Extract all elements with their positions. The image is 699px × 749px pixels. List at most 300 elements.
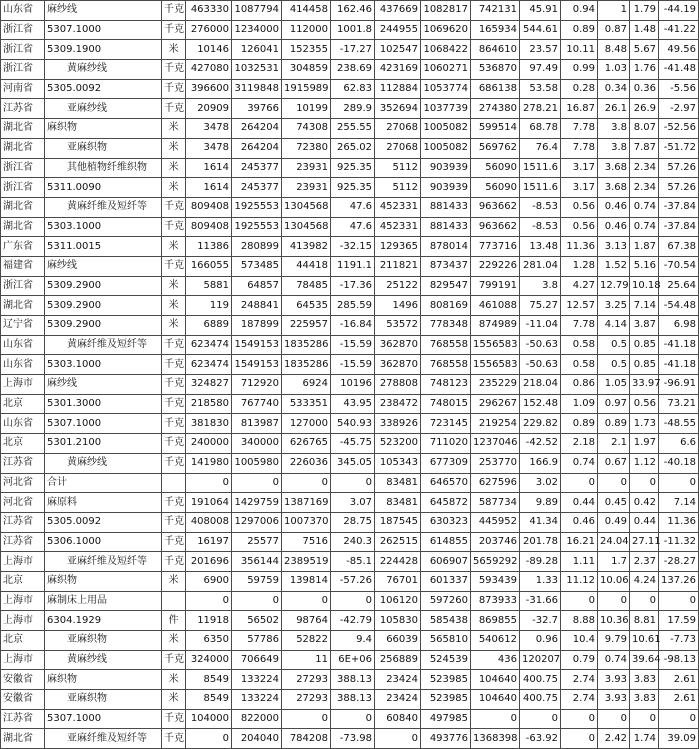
- value-cell: 0.49: [598, 512, 630, 532]
- value-cell: -11.04: [520, 316, 561, 336]
- value-cell: 62.83: [331, 79, 375, 99]
- value-cell: 388.13: [331, 690, 375, 710]
- value-cell: 166.9: [520, 453, 561, 473]
- value-cell: 204040: [232, 729, 282, 749]
- unit-cell: 千克: [162, 355, 186, 375]
- value-cell: 6889: [186, 316, 232, 336]
- region-cell: 上海市: [1, 375, 45, 395]
- value-cell: 362870: [375, 335, 421, 355]
- value-cell: 27068: [375, 138, 421, 158]
- value-cell: 0.42: [630, 493, 659, 513]
- value-cell: 0: [331, 473, 375, 493]
- value-cell: 2.37: [630, 552, 659, 572]
- value-cell: 414458: [282, 1, 331, 21]
- value-cell: 1429759: [232, 493, 282, 513]
- value-cell: 1614: [186, 158, 232, 178]
- value-cell: 324827: [186, 375, 232, 395]
- value-cell: 1.76: [630, 60, 659, 80]
- value-cell: 1.79: [630, 1, 659, 21]
- value-cell: 925.35: [331, 178, 375, 198]
- value-cell: 105830: [375, 611, 421, 631]
- value-cell: -5.56: [659, 79, 699, 99]
- value-cell: 1.09: [561, 394, 598, 414]
- region-cell: 浙江省: [1, 40, 45, 60]
- value-cell: 201.78: [520, 532, 561, 552]
- value-cell: 587734: [471, 493, 520, 513]
- region-cell: 河南省: [1, 79, 45, 99]
- region-cell: 湖北省: [1, 138, 45, 158]
- region-cell: 河北省: [1, 473, 45, 493]
- region-cell: 浙江省: [1, 178, 45, 198]
- value-cell: 3.93: [598, 690, 630, 710]
- item-cell: 5307.1000: [45, 709, 162, 729]
- value-cell: 768558: [421, 335, 471, 355]
- value-cell: 23931: [282, 158, 331, 178]
- value-cell: 463330: [186, 1, 232, 21]
- value-cell: 677309: [421, 453, 471, 473]
- unit-cell: 千克: [162, 217, 186, 237]
- value-cell: 5881: [186, 276, 232, 296]
- value-cell: -7.73: [659, 631, 699, 651]
- value-cell: -42.52: [520, 434, 561, 454]
- value-cell: 191064: [186, 493, 232, 513]
- value-cell: 129365: [375, 237, 421, 257]
- unit-cell: 千克: [162, 434, 186, 454]
- region-cell: 江苏省: [1, 453, 45, 473]
- table-row: [1, 611, 699, 631]
- value-cell: 396600: [186, 79, 232, 99]
- value-cell: -8.53: [520, 217, 561, 237]
- value-cell: 0.96: [520, 631, 561, 651]
- value-cell: 1925553: [232, 197, 282, 217]
- unit-cell: 米: [162, 670, 186, 690]
- value-cell: 60840: [375, 709, 421, 729]
- region-cell: 上海市: [1, 591, 45, 611]
- value-cell: 9.89: [520, 493, 561, 513]
- region-cell: 山东省: [1, 414, 45, 434]
- value-cell: 20909: [186, 99, 232, 119]
- value-cell: 226036: [282, 453, 331, 473]
- value-cell: 16197: [186, 532, 232, 552]
- value-cell: 645872: [421, 493, 471, 513]
- value-cell: 43.95: [331, 394, 375, 414]
- value-cell: 52822: [282, 631, 331, 651]
- item-cell: 亚麻织物: [45, 690, 162, 710]
- value-cell: 278.21: [520, 99, 561, 119]
- value-cell: 601337: [421, 571, 471, 591]
- value-cell: 0.97: [598, 394, 630, 414]
- value-cell: 25.64: [659, 276, 699, 296]
- value-cell: 4.24: [630, 571, 659, 591]
- value-cell: 2.74: [561, 690, 598, 710]
- value-cell: 7.78: [561, 119, 598, 139]
- item-cell: 亚麻纤维及短纤等: [45, 729, 162, 749]
- value-cell: -31.66: [520, 591, 561, 611]
- value-cell: 13.48: [520, 237, 561, 257]
- value-cell: 137.26: [659, 571, 699, 591]
- value-cell: 278808: [375, 375, 421, 395]
- value-cell: 1068422: [421, 40, 471, 60]
- value-cell: 8.07: [630, 119, 659, 139]
- value-cell: 0: [630, 473, 659, 493]
- value-cell: 39766: [232, 99, 282, 119]
- value-cell: 1387169: [282, 493, 331, 513]
- value-cell: 17.59: [659, 611, 699, 631]
- value-cell: 436: [471, 650, 520, 670]
- value-cell: 874989: [471, 316, 520, 336]
- item-cell: 5309.1900: [45, 40, 162, 60]
- value-cell: 152355: [282, 40, 331, 60]
- value-cell: 304859: [282, 60, 331, 80]
- table-row: [1, 571, 699, 591]
- table-row: [1, 414, 699, 434]
- value-cell: 352694: [375, 99, 421, 119]
- value-cell: 0.58: [561, 335, 598, 355]
- value-cell: 187545: [375, 512, 421, 532]
- unit-cell: 米: [162, 158, 186, 178]
- value-cell: 23424: [375, 690, 421, 710]
- item-cell: 5307.1000: [45, 20, 162, 40]
- table-row: [1, 256, 699, 276]
- region-cell: 河北省: [1, 493, 45, 513]
- value-cell: -63.92: [520, 729, 561, 749]
- value-cell: 1297006: [232, 512, 282, 532]
- value-cell: 3.68: [598, 158, 630, 178]
- value-cell: 0: [232, 473, 282, 493]
- value-cell: -57.26: [331, 571, 375, 591]
- value-cell: 285.59: [331, 296, 375, 316]
- value-cell: 1191.1: [331, 256, 375, 276]
- value-cell: 784208: [282, 729, 331, 749]
- value-cell: 12.79: [598, 276, 630, 296]
- region-cell: 山东省: [1, 1, 45, 21]
- value-cell: 1835286: [282, 335, 331, 355]
- value-cell: 10.61: [630, 631, 659, 651]
- value-cell: -50.63: [520, 335, 561, 355]
- table-row: [1, 591, 699, 611]
- value-cell: 0.5: [598, 335, 630, 355]
- value-cell: 27.11: [630, 532, 659, 552]
- value-cell: 229226: [471, 256, 520, 276]
- region-cell: 上海市: [1, 552, 45, 572]
- unit-cell: 千克: [162, 394, 186, 414]
- value-cell: 0: [186, 591, 232, 611]
- item-cell: 5301.3000: [45, 394, 162, 414]
- value-cell: 75.27: [520, 296, 561, 316]
- value-cell: 1556583: [471, 355, 520, 375]
- value-cell: 3.83: [630, 670, 659, 690]
- value-cell: 23931: [282, 178, 331, 198]
- value-cell: 0.56: [630, 394, 659, 414]
- value-cell: -89.28: [520, 552, 561, 572]
- value-cell: 0.74: [598, 650, 630, 670]
- value-cell: 3.68: [598, 178, 630, 198]
- value-cell: 39.09: [659, 729, 699, 749]
- value-cell: 39.64: [630, 650, 659, 670]
- value-cell: 57.26: [659, 158, 699, 178]
- value-cell: 41.34: [520, 512, 561, 532]
- value-cell: 0.94: [561, 1, 598, 21]
- region-cell: 广东省: [1, 237, 45, 257]
- value-cell: 493776: [421, 729, 471, 749]
- value-cell: 3.13: [598, 237, 630, 257]
- table-row: [1, 217, 699, 237]
- region-cell: 安徽省: [1, 690, 45, 710]
- item-cell: 5303.1000: [45, 217, 162, 237]
- value-cell: 67.38: [659, 237, 699, 257]
- value-cell: 3.8: [598, 119, 630, 139]
- value-cell: 245377: [232, 178, 282, 198]
- item-cell: 6304.1929: [45, 611, 162, 631]
- value-cell: 0: [186, 729, 232, 749]
- value-cell: 255.55: [331, 119, 375, 139]
- value-cell: 1087794: [232, 1, 282, 21]
- value-cell: 0: [598, 473, 630, 493]
- value-cell: -41.18: [659, 355, 699, 375]
- value-cell: 276000: [186, 20, 232, 40]
- item-cell: 合计: [45, 473, 162, 493]
- region-cell: 北京: [1, 571, 45, 591]
- value-cell: 0: [331, 591, 375, 611]
- value-cell: 778348: [421, 316, 471, 336]
- value-cell: 1368398: [471, 729, 520, 749]
- value-cell: 0.46: [598, 197, 630, 217]
- value-cell: 256889: [375, 650, 421, 670]
- value-cell: 452331: [375, 197, 421, 217]
- value-cell: 1.03: [598, 60, 630, 80]
- value-cell: 72380: [282, 138, 331, 158]
- value-cell: 809408: [186, 197, 232, 217]
- value-cell: -51.72: [659, 138, 699, 158]
- value-cell: -98.13: [659, 650, 699, 670]
- value-cell: 881433: [421, 197, 471, 217]
- value-cell: 120207: [520, 650, 561, 670]
- table-row: [1, 670, 699, 690]
- value-cell: -32.7: [520, 611, 561, 631]
- value-cell: 57786: [232, 631, 282, 651]
- value-cell: 141980: [186, 453, 232, 473]
- item-cell: 亚麻纱线: [45, 99, 162, 119]
- value-cell: 0: [331, 709, 375, 729]
- value-cell: 523200: [375, 434, 421, 454]
- value-cell: 7.14: [659, 493, 699, 513]
- value-cell: 97.49: [520, 60, 561, 80]
- table-row: [1, 276, 699, 296]
- value-cell: 3478: [186, 119, 232, 139]
- value-cell: 461088: [471, 296, 520, 316]
- value-cell: 7.14: [630, 296, 659, 316]
- value-cell: 1234000: [232, 20, 282, 40]
- table-row: [1, 197, 699, 217]
- value-cell: 630323: [421, 512, 471, 532]
- value-cell: 16.87: [561, 99, 598, 119]
- value-cell: 963662: [471, 197, 520, 217]
- value-cell: 1005082: [421, 138, 471, 158]
- value-cell: 1.05: [598, 375, 630, 395]
- value-cell: 10199: [282, 99, 331, 119]
- value-cell: 265.02: [331, 138, 375, 158]
- value-cell: 0: [561, 591, 598, 611]
- item-cell: 5305.0092: [45, 512, 162, 532]
- table-row: [1, 178, 699, 198]
- value-cell: 281.04: [520, 256, 561, 276]
- value-cell: 0.67: [598, 453, 630, 473]
- value-cell: 903939: [421, 158, 471, 178]
- value-cell: 0: [659, 473, 699, 493]
- value-cell: 211821: [375, 256, 421, 276]
- unit-cell: 千克: [162, 453, 186, 473]
- value-cell: -54.48: [659, 296, 699, 316]
- item-cell: 麻纱线: [45, 375, 162, 395]
- value-cell: 11.12: [561, 571, 598, 591]
- value-cell: 408008: [186, 512, 232, 532]
- unit-cell: 千克: [162, 60, 186, 80]
- value-cell: 0.79: [561, 650, 598, 670]
- value-cell: -52.56: [659, 119, 699, 139]
- value-cell: 593439: [471, 571, 520, 591]
- value-cell: -41.22: [659, 20, 699, 40]
- value-cell: 56090: [471, 158, 520, 178]
- value-cell: 2.61: [659, 670, 699, 690]
- value-cell: 6.6: [659, 434, 699, 454]
- value-cell: 0: [630, 591, 659, 611]
- value-cell: 296267: [471, 394, 520, 414]
- value-cell: 7516: [282, 532, 331, 552]
- value-cell: 437669: [375, 1, 421, 21]
- item-cell: 5309.2900: [45, 316, 162, 336]
- value-cell: 102547: [375, 40, 421, 60]
- value-cell: 274380: [471, 99, 520, 119]
- value-cell: 127000: [282, 414, 331, 434]
- value-cell: 773716: [471, 237, 520, 257]
- value-cell: 0: [520, 709, 561, 729]
- value-cell: -96.91: [659, 375, 699, 395]
- item-cell: 5307.1000: [45, 414, 162, 434]
- region-cell: 辽宁省: [1, 316, 45, 336]
- value-cell: 11386: [186, 237, 232, 257]
- value-cell: 133224: [232, 670, 282, 690]
- value-cell: 1511.6: [520, 158, 561, 178]
- value-cell: 76701: [375, 571, 421, 591]
- value-cell: 627596: [471, 473, 520, 493]
- item-cell: 麻纱线: [45, 1, 162, 21]
- item-cell: 麻原料: [45, 493, 162, 513]
- value-cell: 26.9: [630, 99, 659, 119]
- value-cell: 6E+06: [331, 650, 375, 670]
- region-cell: 上海市: [1, 611, 45, 631]
- value-cell: 388.13: [331, 670, 375, 690]
- value-cell: 3.17: [561, 178, 598, 198]
- value-cell: 253770: [471, 453, 520, 473]
- value-cell: 0: [282, 591, 331, 611]
- value-cell: 565810: [421, 631, 471, 651]
- value-cell: 27068: [375, 119, 421, 139]
- value-cell: 1511.6: [520, 178, 561, 198]
- table-row: [1, 473, 699, 493]
- value-cell: 1007370: [282, 512, 331, 532]
- value-cell: 1925553: [232, 217, 282, 237]
- unit-cell: 米: [162, 276, 186, 296]
- value-cell: 768558: [421, 355, 471, 375]
- value-cell: 289.9: [331, 99, 375, 119]
- region-cell: 浙江省: [1, 158, 45, 178]
- region-cell: 江苏省: [1, 709, 45, 729]
- item-cell: 5301.2100: [45, 434, 162, 454]
- region-cell: 江苏省: [1, 532, 45, 552]
- item-cell: 黄麻纱线: [45, 453, 162, 473]
- value-cell: 767740: [232, 394, 282, 414]
- value-cell: 497985: [421, 709, 471, 729]
- value-cell: 201696: [186, 552, 232, 572]
- region-cell: 湖北省: [1, 729, 45, 749]
- value-cell: 64535: [282, 296, 331, 316]
- value-cell: 712920: [232, 375, 282, 395]
- value-cell: 452331: [375, 217, 421, 237]
- value-cell: 646570: [421, 473, 471, 493]
- value-cell: 244955: [375, 20, 421, 40]
- value-cell: 686138: [471, 79, 520, 99]
- value-cell: 1001.8: [331, 20, 375, 40]
- value-cell: 723145: [421, 414, 471, 434]
- value-cell: 1082817: [421, 1, 471, 21]
- table-row: [1, 375, 699, 395]
- value-cell: 5112: [375, 158, 421, 178]
- value-cell: 9.79: [598, 631, 630, 651]
- value-cell: 1.12: [630, 453, 659, 473]
- value-cell: 98764: [282, 611, 331, 631]
- value-cell: 1032531: [232, 60, 282, 80]
- value-cell: 381830: [186, 414, 232, 434]
- value-cell: 83481: [375, 473, 421, 493]
- value-cell: 10.11: [561, 40, 598, 60]
- value-cell: 6.98: [659, 316, 699, 336]
- value-cell: 264204: [232, 119, 282, 139]
- value-cell: 623474: [186, 355, 232, 375]
- unit-cell: 千克: [162, 375, 186, 395]
- value-cell: 606907: [421, 552, 471, 572]
- region-cell: 福建省: [1, 256, 45, 276]
- value-cell: 7.87: [630, 138, 659, 158]
- value-cell: -85.1: [331, 552, 375, 572]
- value-cell: 5659292: [471, 552, 520, 572]
- value-cell: 23424: [375, 670, 421, 690]
- value-cell: 57.26: [659, 178, 699, 198]
- value-cell: 219254: [471, 414, 520, 434]
- region-cell: 江苏省: [1, 99, 45, 119]
- unit-cell: 米: [162, 296, 186, 316]
- value-cell: 1053774: [421, 79, 471, 99]
- region-cell: 安徽省: [1, 670, 45, 690]
- value-cell: -40.18: [659, 453, 699, 473]
- value-cell: 104640: [471, 670, 520, 690]
- table-row: [1, 158, 699, 178]
- value-cell: 3119848: [232, 79, 282, 99]
- value-cell: -16.84: [331, 316, 375, 336]
- value-cell: -44.19: [659, 1, 699, 21]
- value-cell: 24.04: [598, 532, 630, 552]
- value-cell: 10.18: [630, 276, 659, 296]
- value-cell: 1549153: [232, 335, 282, 355]
- region-cell: 上海市: [1, 650, 45, 670]
- value-cell: 112000: [282, 20, 331, 40]
- value-cell: 0: [232, 591, 282, 611]
- value-cell: 813987: [232, 414, 282, 434]
- value-cell: 104640: [471, 690, 520, 710]
- value-cell: 0: [598, 591, 630, 611]
- unit-cell: 千克: [162, 99, 186, 119]
- value-cell: 3.8: [598, 138, 630, 158]
- value-cell: -11.32: [659, 532, 699, 552]
